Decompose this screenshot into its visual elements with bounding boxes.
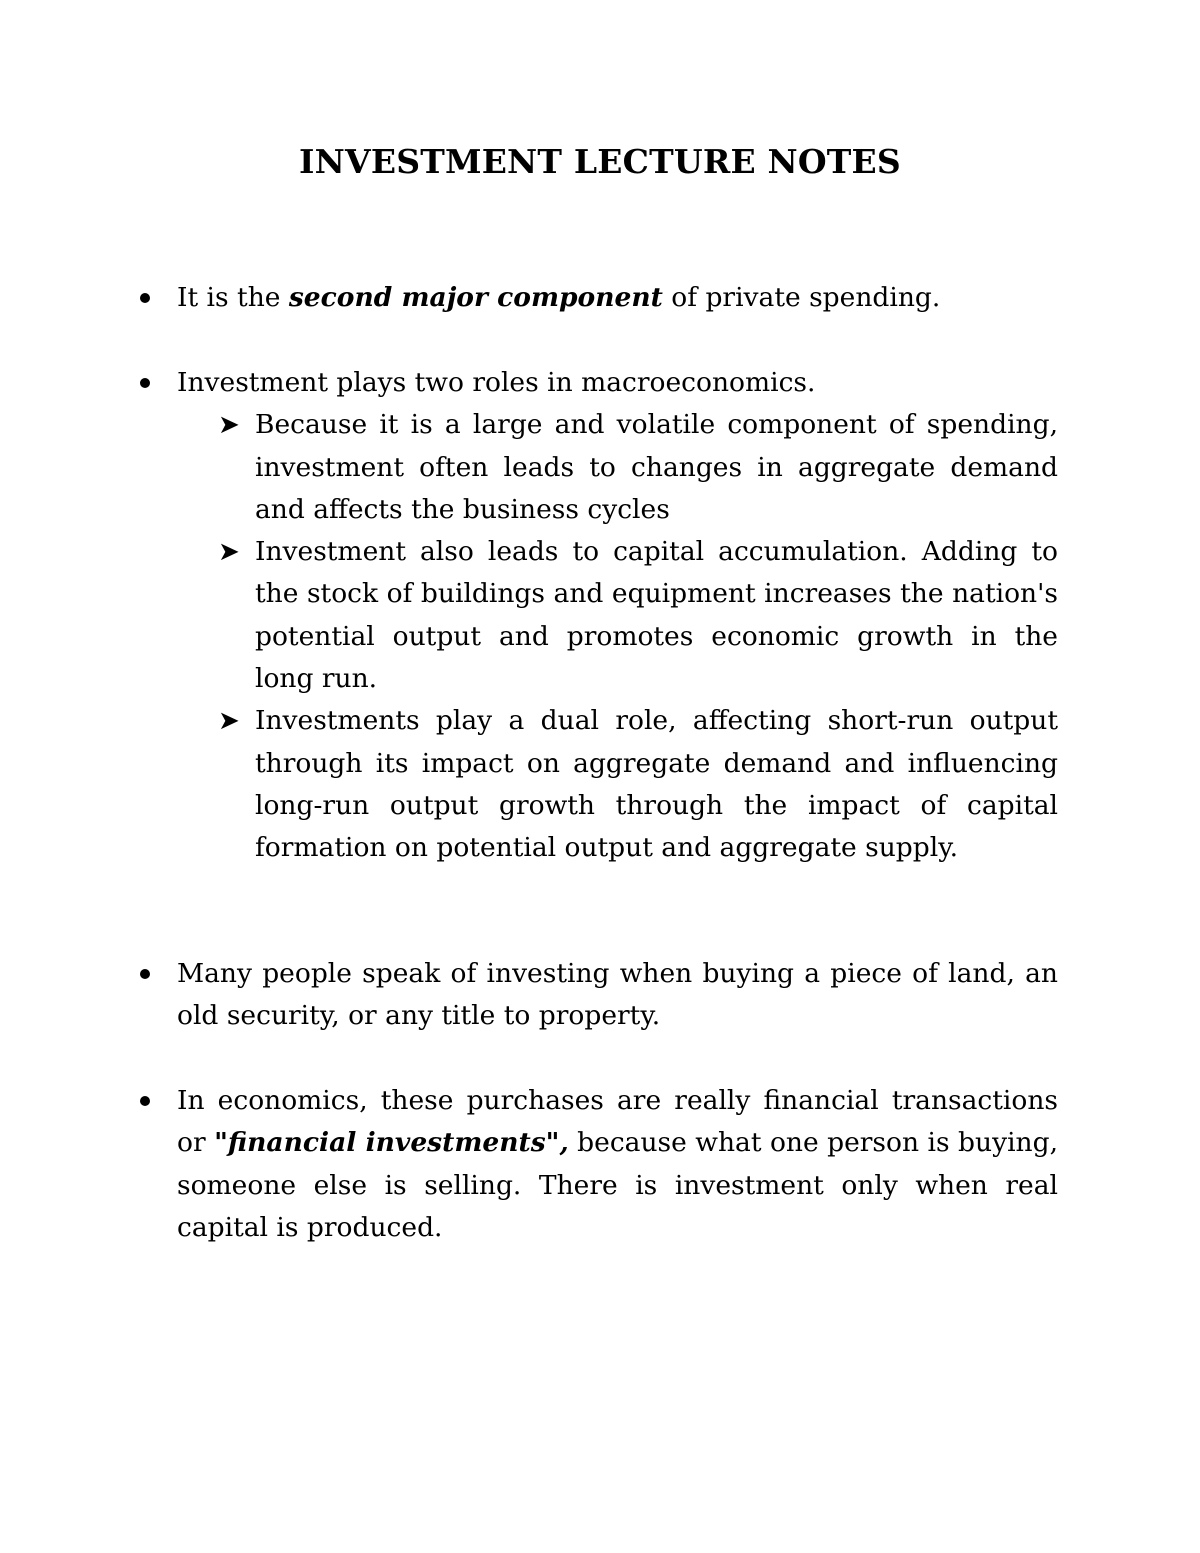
bullet-dot-icon (140, 293, 150, 303)
sub-item-text: Because it is a large and volatile component of spending, investment often leads to changes in aggregate demand and affects the business cycles (255, 409, 1058, 525)
bullet-item-4 (140, 1080, 1058, 1249)
bullet-text: It is the second major component of private spending. (177, 282, 941, 313)
bullet-text: Investment plays two roles in macroeconomics. (177, 367, 816, 398)
emphasis: second major component (288, 282, 663, 313)
emphasis: "financial investments", (214, 1127, 569, 1159)
arrow-bullet-icon: ➤ (218, 706, 240, 737)
bullet-text: In economics, these purchases are really financial transactions or "financial investments", because what one person is buying, someone else is selling. There is investment only when real capital is produced. (177, 1085, 1058, 1243)
bullet-dot-icon (140, 1096, 150, 1106)
bullet-dot-icon (140, 378, 150, 388)
sub-item-1 (218, 404, 1058, 531)
sub-item-3 (218, 700, 1058, 869)
sub-item-text: Investments play a dual role, affecting short-run output through its impact on aggregate demand and influencing long-run output growth through the impact of capital formation on potential output and aggregate supply. (255, 705, 1058, 864)
bullet-text: Many people speak of investing when buying a piece of land, an old security, or any title to property. (177, 958, 1058, 1032)
document-title: INVESTMENT LECTURE NOTES (299, 142, 901, 181)
bullet-item-1 (140, 277, 1058, 319)
bullet-item-2 (140, 362, 1058, 870)
arrow-bullet-icon: ➤ (218, 537, 240, 568)
arrow-bullet-icon: ➤ (218, 410, 240, 441)
bullet-item-3 (140, 953, 1058, 1038)
bullet-dot-icon (140, 969, 150, 979)
sub-item-2 (218, 531, 1058, 700)
sub-item-text: Investment also leads to capital accumulation. Adding to the stock of buildings and equipment increases the nation's potential output and promotes economic growth in the long run. (255, 536, 1058, 695)
